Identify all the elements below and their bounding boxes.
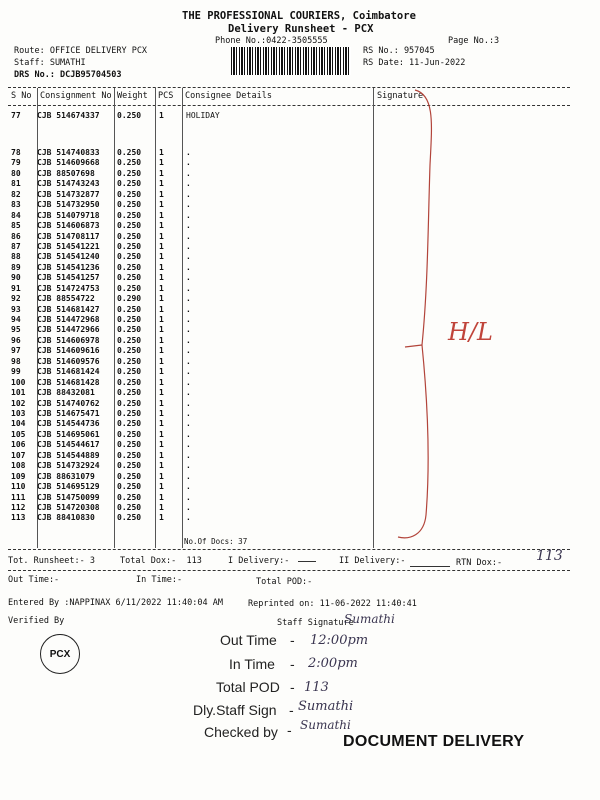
cell-pcs: 1 bbox=[159, 388, 164, 398]
rtn-dox-handwritten: 113 bbox=[536, 548, 563, 564]
cell-details: . bbox=[186, 388, 191, 398]
cell-cn: CJB 514609668 bbox=[37, 158, 100, 168]
cell-cn: CJB 514541257 bbox=[37, 273, 100, 283]
cell-pcs: 1 bbox=[159, 367, 164, 377]
cell-sno: 79 bbox=[11, 158, 21, 168]
cell-details: . bbox=[186, 377, 191, 387]
in-time: In Time:- bbox=[136, 575, 183, 585]
cell-details: . bbox=[186, 440, 191, 450]
cell-cn: CJB 514606873 bbox=[37, 221, 100, 231]
cell-pcs: 1 bbox=[159, 492, 164, 502]
cell-pcs: 1 bbox=[159, 294, 164, 304]
cell-sno: 110 bbox=[11, 482, 26, 492]
cell-pcs: 1 bbox=[159, 450, 164, 460]
cell-sno: 84 bbox=[11, 210, 21, 220]
ii-delivery-dash bbox=[410, 566, 450, 567]
cell-details: . bbox=[186, 471, 191, 481]
cell-cn: CJB 514695129 bbox=[37, 482, 100, 492]
cell-wt: 0.250 bbox=[117, 471, 142, 481]
cell-sno: 112 bbox=[11, 502, 26, 512]
cell-pcs: 1 bbox=[159, 471, 164, 481]
cell-cn: CJB 514544617 bbox=[37, 440, 100, 450]
cell-wt: 0.250 bbox=[117, 189, 142, 199]
stamp-in-time-value: 2:00pm bbox=[308, 656, 358, 671]
stamp-dash: - bbox=[290, 679, 295, 695]
col-divider bbox=[182, 88, 183, 548]
cell-cn: CJB 514606978 bbox=[37, 335, 100, 345]
cell-sno: 104 bbox=[11, 419, 26, 429]
cell-wt: 0.250 bbox=[117, 346, 142, 356]
cell-cn: CJB 88631079 bbox=[37, 471, 95, 481]
cell-wt: 0.250 bbox=[117, 398, 142, 408]
cell-details: . bbox=[186, 179, 191, 189]
cell-cn: CJB 514544889 bbox=[37, 450, 100, 460]
cell-sno: 102 bbox=[11, 398, 26, 408]
cell-wt: 0.250 bbox=[117, 461, 142, 471]
cell-details: . bbox=[186, 461, 191, 471]
cell-sno: 93 bbox=[11, 304, 21, 314]
cell-sno: 81 bbox=[11, 179, 21, 189]
cell-pcs: 1 bbox=[159, 241, 164, 251]
cell-sno: 105 bbox=[11, 429, 26, 439]
cell-pcs: 1 bbox=[159, 252, 164, 262]
staff-label: Staff: SUMATHI bbox=[14, 58, 86, 68]
cell-details: . bbox=[186, 210, 191, 220]
cell-cn: CJB 514720308 bbox=[37, 502, 100, 512]
no-of-docs: No.Of Docs: 37 bbox=[184, 537, 248, 546]
cell-details: . bbox=[186, 241, 191, 251]
cell-details: . bbox=[186, 356, 191, 366]
cell-sno: 90 bbox=[11, 273, 21, 283]
cell-pcs: 1 bbox=[159, 440, 164, 450]
cell-cn: CJB 88410830 bbox=[37, 513, 95, 523]
cell-cn: CJB 514079718 bbox=[37, 210, 100, 220]
cell-cn: CJB 514740833 bbox=[37, 148, 100, 157]
entered-by: Entered By :NAPPINAX 6/11/2022 11:40:04 AM bbox=[8, 598, 223, 608]
cell-details: . bbox=[186, 409, 191, 418]
cell-details: . bbox=[186, 273, 191, 283]
cell-sno: 85 bbox=[11, 221, 21, 231]
cell-sno: 107 bbox=[11, 450, 26, 460]
cell-wt: 0.250 bbox=[117, 221, 142, 231]
cell-wt: 0.250 bbox=[117, 335, 142, 345]
cell-pcs: 1 bbox=[159, 200, 164, 210]
cell-wt: 0.250 bbox=[117, 315, 142, 325]
cell-cn: CJB 514541221 bbox=[37, 241, 100, 251]
cell-details: . bbox=[186, 158, 191, 168]
cell-sno: 111 bbox=[11, 492, 26, 502]
col-consignment: Consignment No bbox=[40, 91, 112, 101]
drs-number: DRS No.: DCJB95704503 bbox=[14, 70, 122, 80]
cell-details: . bbox=[186, 325, 191, 335]
cell-details: . bbox=[186, 367, 191, 377]
cell-pcs: 1 bbox=[159, 273, 164, 283]
cell-pcs: 1 bbox=[159, 231, 164, 241]
cell-sno: 108 bbox=[11, 461, 26, 471]
cell-sno: 100 bbox=[11, 377, 26, 387]
cell-sno: 97 bbox=[11, 346, 21, 356]
total-dox: Total Dox:- 113 bbox=[120, 556, 202, 566]
cell-details: . bbox=[186, 398, 191, 408]
cell-details: . bbox=[186, 200, 191, 210]
cell-wt: 0.250 bbox=[117, 262, 142, 272]
cell-wt: 0.250 bbox=[117, 158, 142, 168]
cell-wt: 0.250 bbox=[117, 252, 142, 262]
col-weight: Weight bbox=[117, 91, 148, 101]
cell-sno: 103 bbox=[11, 409, 26, 418]
cell-pcs: 1 bbox=[159, 168, 164, 178]
stamp-dash: - bbox=[289, 702, 294, 718]
cell-wt: 0.250 bbox=[117, 168, 142, 178]
table-bottom-rule bbox=[8, 549, 570, 550]
cell-wt: 0.250 bbox=[117, 429, 142, 439]
cell-cn: CJB 514541240 bbox=[37, 252, 100, 262]
document-delivery-stamp: DOCUMENT DELIVERY bbox=[343, 733, 525, 750]
cell-pcs: 1 bbox=[159, 179, 164, 189]
cell-pcs: 1 bbox=[159, 513, 164, 523]
cell-cn: CJB 514743243 bbox=[37, 179, 100, 189]
staff-signature-value: Sumathi bbox=[344, 612, 395, 626]
cell-cn: CJB 514740762 bbox=[37, 398, 100, 408]
cell-pcs: 1 bbox=[159, 262, 164, 272]
rs-number: RS No.: 957045 bbox=[363, 46, 435, 56]
stamp-dly-staff-label: Dly.Staff Sign bbox=[193, 702, 277, 718]
cell-cn: CJB 514708117 bbox=[37, 231, 100, 241]
cell-wt: 0.250 bbox=[117, 241, 142, 251]
col-divider bbox=[155, 88, 156, 548]
out-time: Out Time:- bbox=[8, 575, 60, 585]
cell-sno: 98 bbox=[11, 356, 21, 366]
i-delivery-dash bbox=[298, 561, 316, 562]
cell-sno: 80 bbox=[11, 168, 21, 178]
cell-pcs: 1 bbox=[159, 304, 164, 314]
cell-details: . bbox=[186, 252, 191, 262]
cell-pcs: 1 bbox=[159, 283, 164, 293]
cell-wt: 0.250 bbox=[117, 200, 142, 210]
holiday-mark: H/L bbox=[448, 318, 493, 346]
cell-wt: 0.250 bbox=[117, 210, 142, 220]
cell-sno: 92 bbox=[11, 294, 21, 304]
cell-details: . bbox=[186, 482, 191, 492]
cell-pcs: 1 bbox=[159, 189, 164, 199]
barcode bbox=[231, 47, 351, 75]
cell-details: . bbox=[186, 335, 191, 345]
cell-sno: 94 bbox=[11, 315, 21, 325]
cell-cn: CJB 514681427 bbox=[37, 304, 100, 314]
cell-details: . bbox=[186, 221, 191, 231]
cell-wt: 0.250 bbox=[117, 482, 142, 492]
rtn-dox: RTN Dox:- bbox=[456, 558, 503, 568]
cell-pcs: 1 bbox=[159, 221, 164, 231]
col-signature: Signature bbox=[377, 91, 424, 101]
cell-sno: 113 bbox=[11, 513, 26, 523]
cell-cn: CJB 514544736 bbox=[37, 419, 100, 429]
cell-details: . bbox=[186, 304, 191, 314]
cell-pcs: 1 bbox=[159, 315, 164, 325]
staff-signature-label: Staff Signature bbox=[277, 618, 354, 628]
stamp-in-time-label: In Time bbox=[229, 656, 275, 672]
cell-sno: 101 bbox=[11, 388, 26, 398]
cell-details: HOLIDAY bbox=[186, 111, 220, 120]
cell-sno: 82 bbox=[11, 189, 21, 199]
verified-by: Verified By bbox=[8, 616, 65, 626]
cell-details: . bbox=[186, 513, 191, 523]
cell-pcs: 1 bbox=[159, 419, 164, 429]
cell-cn: CJB 514681428 bbox=[37, 377, 100, 387]
cell-cn: CJB 514472968 bbox=[37, 315, 100, 325]
cell-details: . bbox=[186, 148, 191, 157]
cell-cn: CJB 514675471 bbox=[37, 409, 100, 418]
cell-wt: 0.250 bbox=[117, 231, 142, 241]
cell-cn: CJB 514681424 bbox=[37, 367, 100, 377]
col-consignee: Consignee Details bbox=[185, 91, 272, 101]
cell-pcs: 1 bbox=[159, 409, 164, 418]
cell-cn: CJB 514750099 bbox=[37, 492, 100, 502]
cell-sno: 109 bbox=[11, 471, 26, 481]
cell-pcs: 1 bbox=[159, 346, 164, 356]
cell-sno: 95 bbox=[11, 325, 21, 335]
cell-pcs: 1 bbox=[159, 502, 164, 512]
totals-rule bbox=[8, 570, 570, 571]
cell-wt: 0.250 bbox=[117, 148, 142, 157]
cell-wt: 0.250 bbox=[117, 111, 142, 120]
cell-details: . bbox=[186, 315, 191, 325]
tot-runsheet: Tot. Runsheet:- 3 bbox=[8, 556, 95, 566]
cell-sno: 88 bbox=[11, 252, 21, 262]
company-title: THE PROFESSIONAL COURIERS, Coimbatore bbox=[182, 10, 416, 22]
cell-cn: CJB 514732924 bbox=[37, 461, 100, 471]
ii-delivery: II Delivery:- bbox=[339, 556, 406, 566]
cell-wt: 0.250 bbox=[117, 513, 142, 523]
col-pcs: PCS bbox=[158, 91, 174, 101]
cell-sno: 83 bbox=[11, 200, 21, 210]
stamp-out-time-label: Out Time bbox=[220, 632, 277, 648]
cell-pcs: 1 bbox=[159, 482, 164, 492]
phone-number: Phone No.:0422-3505555 bbox=[215, 36, 328, 46]
cell-wt: 0.250 bbox=[117, 367, 142, 377]
cell-wt: 0.250 bbox=[117, 377, 142, 387]
cell-pcs: 1 bbox=[159, 335, 164, 345]
stamp-dly-staff-value: Sumathi bbox=[298, 699, 354, 714]
stamp-dash: - bbox=[290, 656, 295, 672]
cell-cn: CJB 88507698 bbox=[37, 168, 95, 178]
cell-sno: 96 bbox=[11, 335, 21, 345]
cell-wt: 0.250 bbox=[117, 440, 142, 450]
cell-pcs: 1 bbox=[159, 148, 164, 157]
cell-pcs: 1 bbox=[159, 429, 164, 439]
stamp-dash: - bbox=[287, 722, 292, 738]
cell-details: . bbox=[186, 294, 191, 304]
page-number: Page No.:3 bbox=[448, 36, 500, 46]
cell-wt: 0.250 bbox=[117, 450, 142, 460]
cell-wt: 0.250 bbox=[117, 179, 142, 189]
cell-details: . bbox=[186, 419, 191, 429]
rs-date: RS Date: 11-Jun-2022 bbox=[363, 58, 466, 68]
cell-sno: 99 bbox=[11, 367, 21, 377]
total-pod: Total POD:- bbox=[256, 577, 313, 587]
cell-wt: 0.250 bbox=[117, 273, 142, 283]
cell-details: . bbox=[186, 189, 191, 199]
cell-wt: 0.290 bbox=[117, 294, 142, 304]
stamp-total-pod-value: 113 bbox=[304, 680, 329, 695]
cell-pcs: 1 bbox=[159, 377, 164, 387]
cell-wt: 0.250 bbox=[117, 492, 142, 502]
cell-cn: CJB 88554722 bbox=[37, 294, 95, 304]
col-divider bbox=[114, 88, 115, 548]
cell-cn: CJB 514609616 bbox=[37, 346, 100, 356]
cell-wt: 0.250 bbox=[117, 325, 142, 335]
cell-pcs: 1 bbox=[159, 111, 164, 120]
cell-details: . bbox=[186, 231, 191, 241]
cell-details: . bbox=[186, 502, 191, 512]
stamp-checked-by-value: Sumathi bbox=[300, 718, 351, 732]
cell-details: . bbox=[186, 168, 191, 178]
cell-sno: 78 bbox=[11, 148, 21, 157]
cell-cn: CJB 514695061 bbox=[37, 429, 100, 439]
cell-wt: 0.250 bbox=[117, 304, 142, 314]
cell-wt: 0.250 bbox=[117, 409, 142, 418]
cell-details: . bbox=[186, 346, 191, 356]
cell-cn: CJB 514732950 bbox=[37, 200, 100, 210]
cell-cn: CJB 514732877 bbox=[37, 189, 100, 199]
cell-cn: CJB 514724753 bbox=[37, 283, 100, 293]
stamp-out-time-value: 12:00pm bbox=[310, 633, 369, 648]
stamp-total-pod-label: Total POD bbox=[216, 679, 280, 695]
reprinted-on: Reprinted on: 11-06-2022 11:40:41 bbox=[248, 599, 417, 609]
cell-pcs: 1 bbox=[159, 158, 164, 168]
runsheet-subtitle: Delivery Runsheet - PCX bbox=[228, 23, 374, 35]
cell-pcs: 1 bbox=[159, 461, 164, 471]
cell-details: . bbox=[186, 283, 191, 293]
cell-wt: 0.250 bbox=[117, 502, 142, 512]
cell-pcs: 1 bbox=[159, 325, 164, 335]
cell-wt: 0.250 bbox=[117, 283, 142, 293]
cell-cn: CJB 88432081 bbox=[37, 388, 95, 398]
cell-pcs: 1 bbox=[159, 356, 164, 366]
cell-cn: CJB 514609576 bbox=[37, 356, 100, 366]
col-sno: S No bbox=[11, 91, 32, 101]
route-label: Route: OFFICE DELIVERY PCX bbox=[14, 46, 148, 56]
cell-sno: 87 bbox=[11, 241, 21, 251]
cell-sno: 106 bbox=[11, 440, 26, 450]
cell-wt: 0.250 bbox=[117, 388, 142, 398]
cell-wt: 0.250 bbox=[117, 419, 142, 429]
cell-cn: CJB 514472966 bbox=[37, 325, 100, 335]
i-delivery: I Delivery:- bbox=[228, 556, 290, 566]
handwritten-brace bbox=[360, 85, 540, 545]
cell-sno: 86 bbox=[11, 231, 21, 241]
cell-sno: 91 bbox=[11, 283, 21, 293]
cell-details: . bbox=[186, 492, 191, 502]
pcx-logo: PCX bbox=[40, 634, 80, 674]
cell-sno: 77 bbox=[11, 111, 21, 120]
cell-pcs: 1 bbox=[159, 210, 164, 220]
cell-cn: CJB 514674337 bbox=[37, 111, 100, 120]
cell-cn: CJB 514541236 bbox=[37, 262, 100, 272]
cell-sno: 89 bbox=[11, 262, 21, 272]
cell-details: . bbox=[186, 450, 191, 460]
cell-wt: 0.250 bbox=[117, 356, 142, 366]
cell-details: . bbox=[186, 429, 191, 439]
cell-pcs: 1 bbox=[159, 398, 164, 408]
cell-details: . bbox=[186, 262, 191, 272]
stamp-checked-by-label: Checked by bbox=[204, 724, 278, 740]
stamp-dash: - bbox=[290, 632, 295, 648]
